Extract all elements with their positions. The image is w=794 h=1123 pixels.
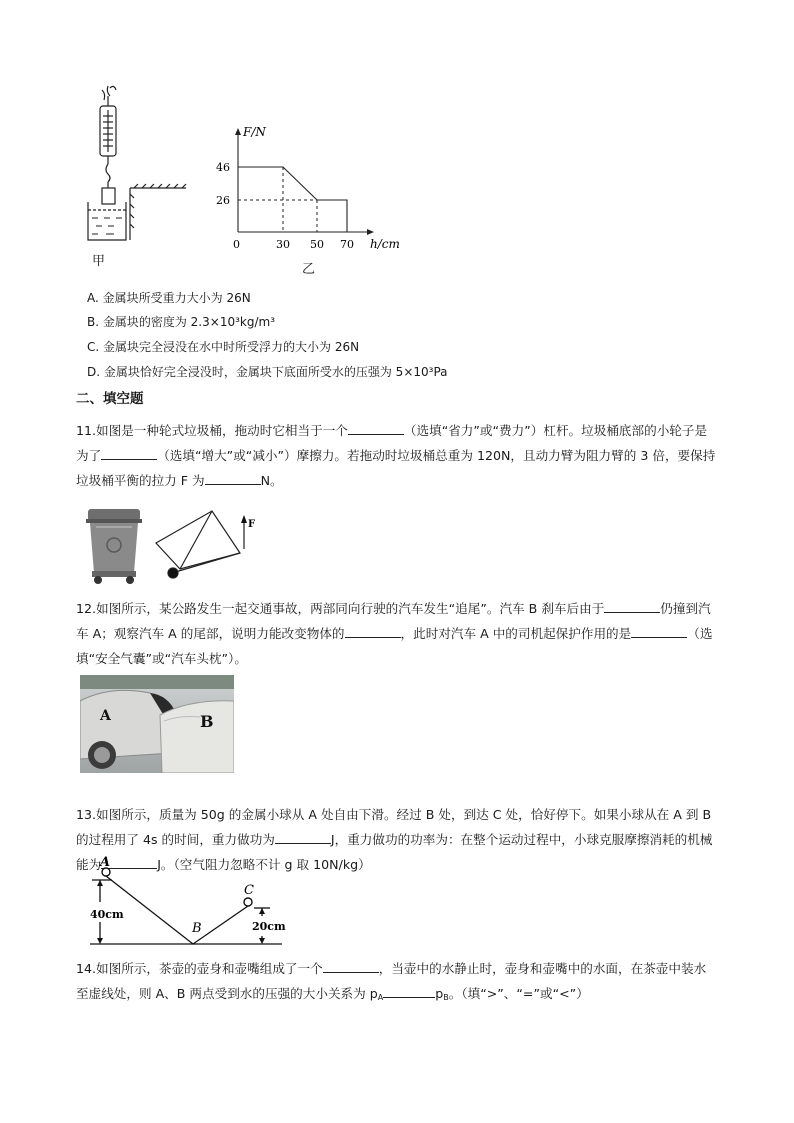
q11-text-1: 11.如图是一种轮式垃圾桶，拖动时它相当于一个 <box>76 423 348 438</box>
q14-text-2: ，当壶中的水静止时，壶身和壶嘴中的水面，在茶壶中装水至虚线处，则 A、B 两点受到水的压强的大小关系为 p <box>76 961 707 1001</box>
track <box>106 876 248 944</box>
caption-yi: 乙 <box>302 262 316 277</box>
point-a-label: A <box>100 856 111 870</box>
car-a-label: A <box>100 708 111 724</box>
q12-blank-3[interactable] <box>631 625 687 638</box>
y-axis-label: F/N <box>243 125 266 139</box>
q12-text-2: 仍撞到汽车 A；观察汽车 A 的尾部，说明力能改变物体的 <box>76 601 711 641</box>
force-label: F <box>248 519 256 530</box>
x-tick-70: 70 <box>340 238 354 251</box>
q11-text-2: （选填“省力”或“费力”）杠杆。垃圾桶底部的小轮子是为了 <box>76 423 708 463</box>
y-tick-46: 46 <box>216 161 230 174</box>
q11-figure <box>84 505 264 589</box>
q14-text-3: p <box>435 986 444 1001</box>
q13-blank-1[interactable] <box>275 831 331 844</box>
q14-text-1: 14.如图所示，茶壶的壶身和壶嘴组成了一个 <box>76 961 323 976</box>
q12-blank-1[interactable] <box>604 600 660 613</box>
figure-jia <box>80 82 195 272</box>
section-title: 二、填空题 <box>76 391 144 407</box>
height-a-label: 40cm <box>90 908 124 921</box>
question-14 <box>76 956 718 1010</box>
q13-slope-diagram <box>86 856 296 948</box>
point-c-label: C <box>244 883 254 898</box>
spring-scale-illustration <box>100 86 116 204</box>
trash-bin-photo <box>86 509 142 584</box>
x-axis-arrow <box>367 229 374 235</box>
q11-text-3: （选填“增大”或“减小”）摩擦力。若拖动时垃圾桶总重为 120N，且动力臂为阻力臂的 3 倍，要保持垃圾桶平衡的拉力 F 为 <box>76 448 716 488</box>
q12-car-crash-photo <box>80 675 234 773</box>
point-b-label: B <box>192 921 202 936</box>
x-tick-0: 0 <box>233 238 240 251</box>
force-arrow-icon <box>241 515 247 523</box>
q11-blank-2[interactable] <box>101 447 157 460</box>
q11-blank-1[interactable] <box>348 422 404 435</box>
option-a: A. 金属块所受重力大小为 26N <box>87 291 251 305</box>
q14-text-4: 。（填“>”、“=”或“<”） <box>448 986 589 1001</box>
q12-text-4: （选填“安全气囊”或“汽车头枕”）。 <box>76 626 713 666</box>
x-axis-label: h/cm <box>370 237 400 251</box>
option-c: C. 金属块完全浸没在水中时所受浮力的大小为 26N <box>87 340 360 354</box>
question-12 <box>76 596 718 671</box>
q14-blank-2[interactable] <box>383 985 435 998</box>
ball-c <box>244 898 252 906</box>
q13-text-3: J。（空气阻力忽略不计 g 取 10N/kg） <box>157 857 371 872</box>
q11-text-4: N。 <box>260 473 283 488</box>
q12-text-1: 12.如图所示，某公路发生一起交通事故，两部同向行驶的汽车发生“追尾”。汽车 B 刹车后由于 <box>76 601 605 616</box>
lever-diagram <box>156 511 244 578</box>
option-d: D. 金属块恰好完全浸没时，金属块下底面所受水的压强为 5×10³Pa <box>87 365 448 379</box>
car-b-label: B <box>200 712 214 731</box>
q11-blank-3[interactable] <box>205 472 261 485</box>
x-tick-50: 50 <box>310 238 324 251</box>
option-b: B. 金属块的密度为 2.3×10³kg/m³ <box>87 315 276 329</box>
figure-yi-graph <box>210 124 410 254</box>
caption-jia: 甲 <box>92 254 106 269</box>
q14-sub-a: A <box>377 993 384 1002</box>
water-tank <box>88 202 126 240</box>
q14-sub-b: B <box>443 993 449 1002</box>
question-11 <box>76 418 718 493</box>
q12-text-3: ，此时对汽车 A 中的司机起保护作用的是 <box>400 626 632 641</box>
q13-text-2: J，重力做功的功率为：在整个运动过程中，小球克服摩擦消耗的机械能为 <box>76 832 713 872</box>
q14-blank-1[interactable] <box>323 960 379 973</box>
y-tick-26: 26 <box>216 194 230 207</box>
height-c-label: 20cm <box>252 920 286 933</box>
support-stand <box>130 184 186 240</box>
q12-blank-2[interactable] <box>345 625 401 638</box>
y-axis-arrow <box>235 128 241 135</box>
q13-text-1: 13.如图所示，质量为 50g 的金属小球从 A 处自由下滑。经过 B 处，到达 C 处，恰好停下。如果小球从在 A 到 B 的过程用了 4s 的时间，重力做功为 <box>76 807 712 847</box>
x-tick-30: 30 <box>276 238 290 251</box>
